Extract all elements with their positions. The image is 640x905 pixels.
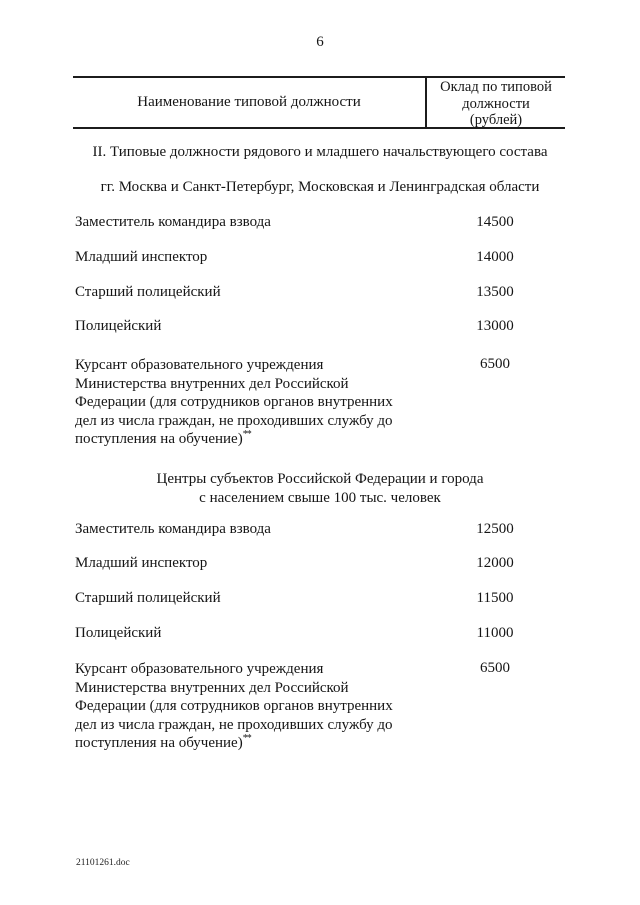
footer-filename: 21101261.doc	[76, 858, 130, 868]
table-row	[0, 214, 640, 234]
section-title: II. Типовые должности рядового и младшего начальствующего состава	[92, 144, 548, 160]
group-heading-line: гг. Москва и Санкт-Петербург, Московская и Ленинградская области	[100, 179, 540, 195]
row-salary: 14500	[476, 214, 514, 230]
cadet-line-1: Курсант образовательного учреждения	[75, 357, 324, 373]
group-heading-line: Центры субъектов Российской Федерации и города	[156, 471, 484, 487]
row-name: Заместитель командира взвода	[75, 521, 271, 537]
footnote-marker: **	[242, 429, 251, 440]
group-heading-line: с населением свыше 100 тыс. человек	[199, 489, 441, 506]
cadet-line-1: Курсант образовательного учреждения	[75, 661, 324, 677]
cadet-line-5	[75, 734, 393, 753]
row-salary: 13500	[476, 284, 514, 300]
row-name-multiline	[75, 356, 393, 449]
row-salary: 6500	[480, 660, 510, 676]
row-salary: 12500	[476, 521, 514, 537]
row-name-multiline	[75, 660, 393, 753]
cadet-line-5-text: поступления на обучение)	[75, 735, 243, 751]
cadet-line-4: дел из числа граждан, не проходивших службу до	[75, 412, 393, 429]
cadet-line-2: Министерства внутренних дел Российской	[75, 679, 349, 696]
row-salary: 14000	[476, 249, 514, 265]
cadet-line-5	[75, 430, 393, 449]
salary-table-header	[73, 76, 565, 129]
row-salary: 11500	[476, 590, 514, 606]
table-row	[0, 284, 640, 304]
column-header-salary-line-2: должности	[462, 95, 530, 112]
row-name: Заместитель командира взвода	[75, 214, 271, 230]
column-header-salary-line-3: (рублей)	[469, 112, 523, 128]
cadet-line-3: Федерации (для сотрудников органов внутренних	[75, 698, 393, 714]
footnote-marker: **	[242, 733, 251, 744]
group-heading-moscow-spb	[0, 178, 640, 197]
row-name: Старший полицейский	[75, 284, 221, 300]
row-name: Младший инспектор	[75, 555, 208, 571]
table-row	[0, 590, 640, 610]
table-row	[0, 555, 640, 575]
group-heading-regional-centers	[0, 470, 640, 507]
column-header-salary	[425, 78, 565, 127]
row-name: Полицейский	[75, 318, 162, 334]
row-name: Полицейский	[75, 625, 162, 641]
row-salary: 11000	[476, 625, 514, 641]
cadet-line-5-text: поступления на обучение)	[75, 431, 243, 447]
table-row	[0, 318, 640, 338]
row-salary: 12000	[476, 555, 514, 571]
column-header-position-name: Наименование типовой должности	[137, 94, 361, 110]
column-header-salary-line-1: Оклад по типовой	[440, 79, 552, 95]
table-row	[0, 625, 640, 645]
cadet-line-3: Федерации (для сотрудников органов внутренних	[75, 394, 393, 410]
row-name: Старший полицейский	[75, 590, 221, 606]
row-salary: 6500	[480, 356, 510, 372]
row-name: Младший инспектор	[75, 249, 208, 265]
table-row	[0, 249, 640, 269]
table-row	[0, 521, 640, 541]
row-salary: 13000	[476, 318, 514, 334]
cadet-line-4: дел из числа граждан, не проходивших службу до	[75, 716, 393, 733]
page-number: 6	[316, 34, 324, 50]
cadet-line-2: Министерства внутренних дел Российской	[75, 375, 349, 392]
